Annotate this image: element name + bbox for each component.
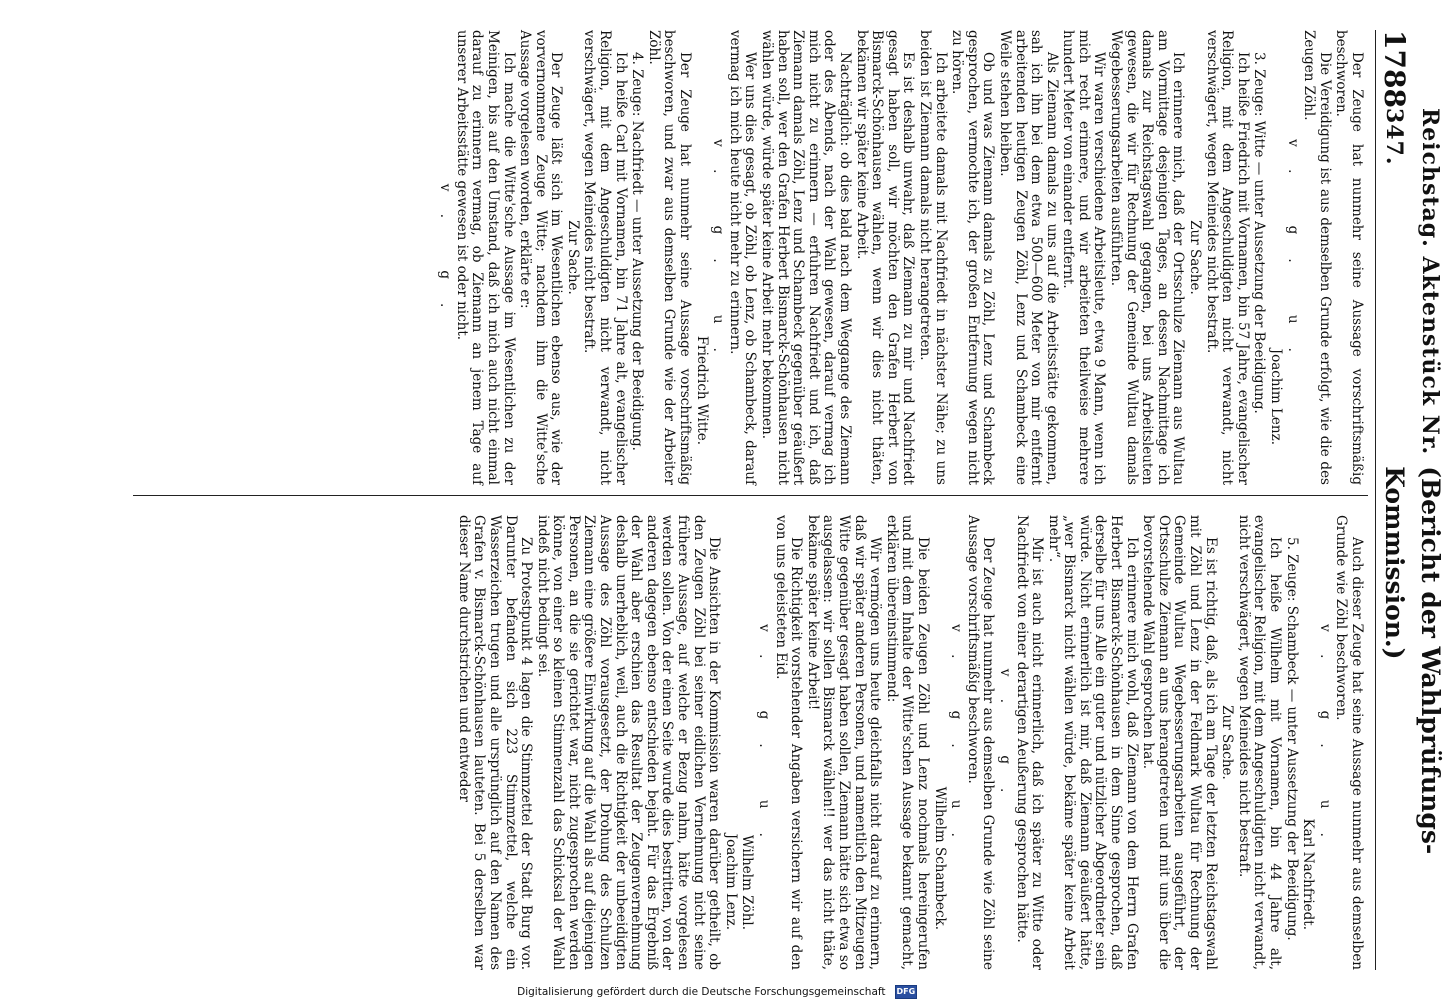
left-paragraph: Ich erinnere mich, daß der Ortsschulze Ziemann aus Wultau am Vormittage desjenigen Tages, an dessen Nachmittage ich damals zur Reichstagswahl gegangen, bei uns Arbeitsleuten gewesen, die wir für Rechnung der Gemeinde Wultau damals Wegebesserungsarbeiten ausführten. [1108, 30, 1187, 485]
left-signature-name: Friedrich Witte. [693, 335, 710, 445]
right-attestation-mark: v. g. u. [948, 624, 965, 861]
right-signature-name: Wilhelm Schambeck. [931, 786, 948, 930]
left-paragraph: Der Zeuge hat nunmehr seine Aussage vorschriftsmäßig beschworen. [1333, 30, 1365, 485]
right-section-heading: Zur Sache. [1219, 705, 1236, 780]
right-signature-name: Joachim Lenz. [722, 833, 739, 930]
right-paragraph: Zu Protestpunkt 4 lagen die Stimmzettel der Stadt Burg vor. Darunter befanden sich 223 Stimmzettel, welche ein Wasserzeichen trugen und alle ursprünglich auf den Namen des Grafen v. Bismarck-Schönhausen lauteten. Bei 5 derselben war dieser Name durchstrichen und entweder [455, 515, 535, 970]
digitization-credit: Digitalisierung gefördert durch die Deutsche Forschungsgemeinschaft [517, 986, 886, 998]
left-paragraph: 4. Zeuge: Nachfriedt — unter Aussetzung der Beeidigung. [629, 52, 646, 451]
dfg-logo: DFG [895, 985, 917, 999]
left-paragraph: Ich arbeitete damals mit Nachfriedt in nächster Nähe; zu uns beiden ist Ziemann damals nicht herangetreten. [916, 30, 949, 485]
right-paragraph: Ich heiße Wilhelm mit Vornamen, bin 44 Jahre alt, evangelischer Religion, mit dem Angeschuldigten nicht verwandt, nicht verschwägert, wegen Meineides nicht bestraft. [1235, 515, 1284, 970]
left-paragraph: 3. Zeuge: Witte — unter Aussetzung der Beeidigung. [1251, 52, 1268, 414]
left-paragraph: Ich heiße Friedrich mit Vornamen, bin 57 Jahre, evangelischer Religion, mit dem Angeschuldigten nicht verwandt, nicht verschwägert, wegen Meineides nicht bestraft. [1203, 30, 1251, 485]
left-paragraph: Wir waren verschiedene Arbeitsleute, etwa 9 Mann, wenn ich mich recht erinnere, und wir arbeiteten theilweise mehrere hundert Meter von einander entfernt. [1060, 30, 1108, 485]
right-paragraph: Wir vermögen uns heute gleichfalls nicht darauf zu erinnern, daß wir später anderen Personen, und namentlich den Mitzeugen Witte gegenüber gesagt haben sollen, Ziemann hätte sich etwa so ausgelassen: wir sollen Bismarck wählen!! wer das nicht thäte, bekäme später keine Arbeit! [804, 515, 884, 970]
page-number: 1788 [1378, 30, 1411, 108]
left-attestation-mark: v. g. [437, 183, 454, 332]
left-paragraph: Nachträglich: ob dies bald nach dem Weggange des Ziemann oder des Abends, nach der Wahl gewesen, darauf vermag ich mich nicht zu erinnern — erfuhren Nachfriedt und ich, daß Ziemann damals Zöhl, Lenz und Schambeck gegenüber geäußert haben soll, wer den Grafen Herbert Bismarck-Schönhausen nicht wählen würde, würde später keine Arbeit mehr bekommen. [759, 30, 853, 485]
left-attestation-mark: v. g. u. [1284, 139, 1301, 376]
page-subtitle: (Bericht der Wahlprüfungs-Kommission.) [1380, 466, 1445, 855]
right-attestation-mark: v. g. u. [1316, 624, 1333, 861]
left-signature-name: Joachim Lenz. [1268, 348, 1285, 445]
right-paragraph: 5. Zeuge: Schambeck — unter Aussetzung der Beeidigung. [1283, 537, 1300, 941]
left-column [436, 30, 1364, 485]
right-column [454, 515, 1364, 970]
left-paragraph: Der Zeuge läßt sich im Wesentlichen ebenso aus, wie der vorvernommene Zeuge Witte; nachdem ihm die Witte'sche Aussage vorgelesen worden, erklärte er: [517, 30, 565, 485]
right-signature-name: Karl Nachfriedt. [1300, 818, 1317, 930]
right-paragraph: Die Ansichten in der Kommission waren darüber getheilt, ob den Zeugen Zöhl bei seiner eidlichen Vernehmung nicht seine frühere Aussage, auf welche er Bezug nahm, hätte vorgelesen werden sollen. Von der einen Seite wurde dies bestritten, von der anderen dagegen ebenso entschieden bejaht. Für das Ergebniß der Wahl aber erschien das Resultat der Zeugenvernehmung deshalb unerheblich, weil, auch die Richtigkeit der unbeeidigten Aussage des Zöhl vorausgesetzt, der Drohung des Schulzen Ziemann eine größere Einwirkung auf die Wahl als auf diejenigen Personen, an die sie gerichtet war, nicht zugesprochen werden könne, von einer so kleinen Stimmenzahl das Schicksal der Wahl indeß nicht bedingt sei. [534, 515, 723, 970]
right-paragraph: Die Richtigkeit vorstehender Angaben versichern wir auf den von uns geleisteten Eid. [772, 515, 805, 970]
left-paragraph: Es ist deshalb unwahr, daß Ziemann zu mir und Nachfriedt gesagt haben soll, wir möchten den Grafen Herbert von Bismarck-Schönhausen wählen, wenn wir dies nicht thäten, bekämen wir später keine Arbeit. [853, 30, 917, 485]
right-attestation-mark: v. g. [996, 668, 1013, 817]
left-attestation-mark: v. g. u. [710, 139, 727, 376]
right-signature-name: Wilhelm Zöhl. [739, 834, 756, 930]
left-section-heading: Zur Sache. [1187, 220, 1204, 295]
right-paragraph: Auch dieser Zeuge hat seine Aussage nunmehr aus demselben Grunde wie Zöhl beschworen. [1333, 515, 1365, 970]
left-section-heading: Zur Sache. [564, 220, 581, 295]
page-title: Reichstag. Aktenstück Nr. 347. [1381, 107, 1443, 456]
right-paragraph: Es ist richtig, daß, als ich am Tage der letzten Reichstagswahl mit Zöhl und Lenz in der Feldmark Wultau für Rechnung der Gemeinde Wultau Wegebesserungsarbeiten ausgeführt, der Ortsschulze Ziemann an uns herangetreten und mit uns über die bevorstehende Wahl gesprochen hat. [1140, 515, 1219, 970]
right-paragraph: Die beiden Zeugen Zöhl und Lenz nochmals hereingerufen und mit dem Inhalte der Witte'schen Aussage bekannt gemacht, erklären übereinstimmend: [883, 515, 931, 970]
page-footer [0, 984, 1434, 1000]
left-paragraph: Ob und was Ziemann damals zu Zöhl, Lenz und Schambeck gesprochen, vermochte ich, der großen Entfernung wegen nicht zu hören. [949, 30, 997, 485]
right-paragraph: Der Zeuge hat nunmehr aus demselben Grunde wie Zöhl seine Aussage vorschriftsmäßig beschworen. [964, 515, 997, 970]
left-paragraph: Wer uns dies gesagt, ob Zöhl, ob Lenz, ob Schambeck, darauf vermag ich mich heute nicht mehr zu erinnern. [726, 30, 759, 485]
left-paragraph: Die Vereidigung ist aus demselben Grunde erfolgt, wie die des Zeugen Zöhl. [1301, 30, 1333, 485]
left-paragraph: Ich heiße Carl mit Vornamen, bin 71 Jahre alt, evangelischer Religion, mit dem Angeschuldigten nicht verwandt, nicht verschwägert, wegen Meineides nicht bestraft. [581, 30, 629, 485]
right-paragraph: Ich erinnere mich wohl, daß Ziemann von dem Herrn Grafen Herbert Bismarck-Schönhausen in dem Sinne gesprochen, daß derselbe für uns Alle ein guter und nützlicher Abgeordneter sein würde. Nicht erinnerlich ist mir, daß Ziemann geäußert hätte, „wer Bismarck nicht wählen würde, bekäme später keine Arbeit mehr“. [1045, 515, 1140, 970]
page-header [1375, 30, 1445, 970]
left-paragraph: Der Zeuge hat nunmehr seine Aussage vorschriftsmäßig beschworen, und zwar aus demselben Grunde wie der Arbeiter Zöhl. [645, 30, 694, 485]
left-paragraph: Ich mache die Witte'sche Aussage im Wesentlichen zu der Meinigen, bis auf den Umstand, daß ich mich auch nicht einmal darauf zu erinnern vermag, ob Ziemann an jenem Tage auf unserer Arbeitsstätte gewesen ist oder nicht. [453, 30, 517, 485]
column-divider [133, 495, 1368, 496]
right-attestation-mark: v. g. u. [756, 624, 773, 861]
left-paragraph: Als Ziemann damals zu uns auf die Arbeitsstätte gekommen, sah ich ihn bei dem etwa 500—600 Meter von mir entfernt arbeitenden heutigen Zeugen Zöhl, Lenz und Schambeck eine Weile stehen bleiben. [996, 30, 1060, 485]
right-paragraph: Mir ist auch nicht erinnerlich, daß ich später zu Witte oder Nachfriedt von einer derartigen Aeußerung gesprochen hätte. [1013, 515, 1046, 970]
